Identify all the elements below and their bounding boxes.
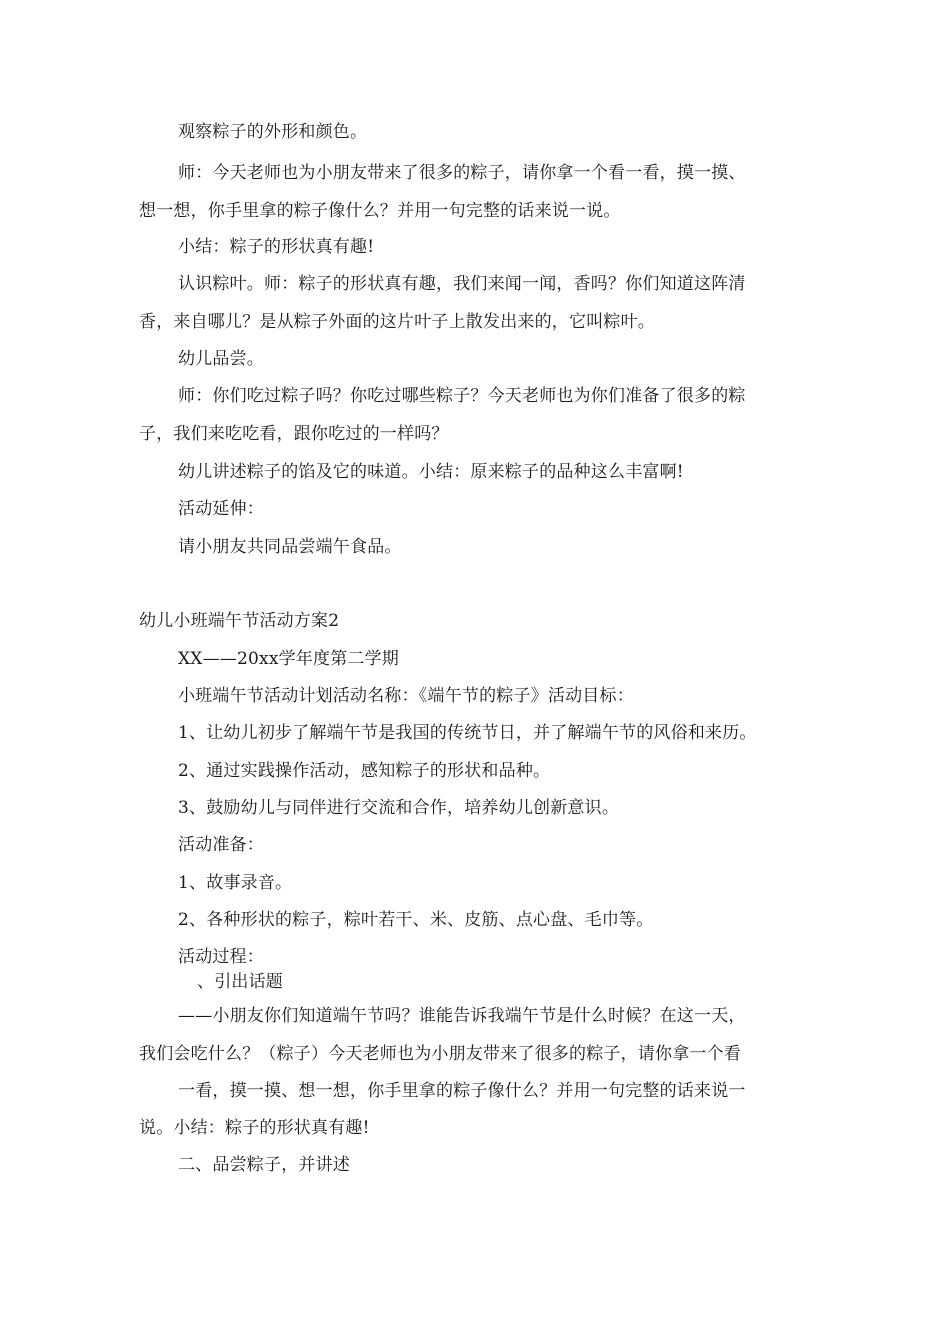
paragraph-line: 小结：粽子的形状真有趣!: [178, 237, 375, 257]
paragraph-line: 2、通过实践操作活动，感知粽子的形状和品种。: [178, 761, 551, 781]
paragraph-line: 3、鼓励幼儿与同伴进行交流和合作，培养幼儿创新意识。: [178, 798, 620, 818]
paragraph-line: 活动延伸：: [178, 499, 264, 519]
paragraph-line: 1、故事录音。: [178, 873, 293, 893]
paragraph-line: 幼儿讲述粽子的馅及它的味道。小结：原来粽子的品种这么丰富啊!: [178, 462, 684, 482]
paragraph-line: 1、让幼儿初步了解端午节是我国的传统节日，并了解端午节的风俗和来历。: [178, 723, 757, 743]
paragraph-line: 二、品尝粽子，并讲述: [178, 1155, 350, 1175]
paragraph-line: 认识粽叶。师：粽子的形状真有趣，我们来闻一闻，香吗？你们知道这阵清: [178, 274, 746, 294]
paragraph-line: 想一想，你手里拿的粽子像什么？并用一句完整的话来说一说。: [139, 201, 621, 221]
paragraph-line: ——小朋友你们知道端午节吗？谁能告诉我端午节是什么时候？在这一天，: [178, 1006, 746, 1026]
paragraph-line: 师：你们吃过粽子吗？你吃过哪些粽子？今天老师也为你们准备了很多的粽: [178, 386, 746, 406]
paragraph-line: 、引出话题: [197, 972, 283, 992]
paragraph-line: 活动准备：: [178, 835, 264, 855]
paragraph-line: 小班端午节活动计划活动名称：《端午节的粽子》活动目标：: [178, 686, 634, 706]
paragraph-line: 一看，摸一摸、想一想，你手里拿的粽子像什么？并用一句完整的话来说一: [178, 1081, 746, 1101]
paragraph-line: 幼儿品尝。: [178, 349, 264, 369]
paragraph-line: 观察粽子的外形和颜色。: [178, 122, 368, 142]
paragraph-line: XX——20xx学年度第二学期: [178, 649, 400, 669]
paragraph-line: 子，我们来吃吃看，跟你吃过的一样吗？: [139, 424, 449, 444]
paragraph-line: 活动过程：: [178, 947, 264, 967]
paragraph-line: 2、各种形状的粽子，粽叶若干、米、皮筋、点心盘、毛巾等。: [178, 910, 654, 930]
paragraph-line: 香，来自哪儿？是从粽子外面的这片叶子上散发出来的，它叫粽叶。: [139, 312, 655, 332]
paragraph-line: 请小朋友共同品尝端午食品。: [178, 537, 402, 557]
section-title: 幼儿小班端午节活动方案2: [139, 611, 340, 631]
paragraph-line: 我们会吃什么？（粽子）今天老师也为小朋友带来了很多的粽子，请你拿一个看: [139, 1044, 741, 1064]
paragraph-line: 说。小结：粽子的形状真有趣!: [139, 1118, 370, 1138]
paragraph-line: 师：今天老师也为小朋友带来了很多的粽子，请你拿一个看一看，摸一摸、: [178, 163, 746, 183]
